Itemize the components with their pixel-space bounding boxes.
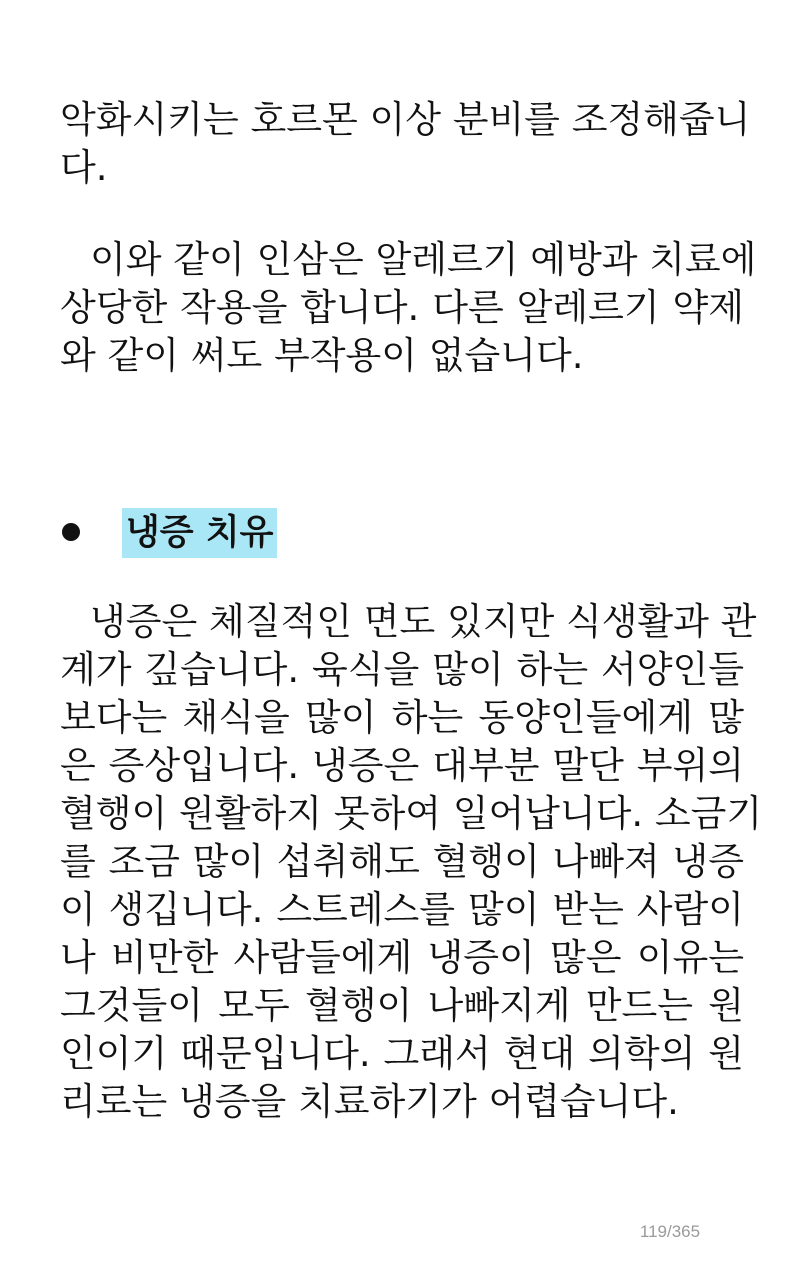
text-line: 계가 깊습니다. 육식을 많이 하는 서양인들 (60, 648, 744, 691)
text-line: 리로는 냉증을 치료하기가 어렵습니다. (60, 1080, 679, 1123)
paragraph-ginseng-allergy (60, 236, 757, 380)
bullet-icon (62, 523, 80, 541)
text-line: 다. (60, 146, 108, 189)
text-line: 와 같이 써도 부작용이 없습니다. (60, 334, 584, 377)
text-line: 악화시키는 호르몬 이상 분비를 조정해줍니 (60, 98, 751, 141)
section-heading: 냉증 치유 (122, 508, 277, 558)
text-line: 냉증은 체질적인 면도 있지만 식생활과 관 (90, 600, 757, 643)
text-line: 혈행이 원활하지 못하여 일어납니다. 소금기 (60, 792, 763, 835)
text-line: 이 생깁니다. 스트레스를 많이 받는 사람이 (60, 888, 744, 931)
text-line: 상당한 작용을 합니다. 다른 알레르기 약제 (60, 286, 744, 329)
text-line: 인이기 때문입니다. 그래서 현대 의학의 원 (60, 1032, 744, 1075)
paragraph-hormone (60, 96, 751, 192)
text-line: 나 비만한 사람들에게 냉증이 많은 이유는 (60, 936, 744, 979)
text-line: 보다는 채식을 많이 하는 동양인들에게 많 (60, 696, 744, 739)
section-heading-row (60, 508, 744, 558)
text-line: 은 증상입니다. 냉증은 대부분 말단 부위의 (60, 744, 744, 787)
text-line: 를 조금 많이 섭취해도 혈행이 나빠져 냉증 (60, 840, 744, 883)
text-line: 이와 같이 인삼은 알레르기 예방과 치료에 (90, 238, 757, 281)
text-line: 그것들이 모두 혈행이 나빠지게 만드는 원 (60, 984, 744, 1027)
paragraph-cold-hands (60, 598, 763, 1126)
page-counter: 119/365 (639, 1222, 701, 1241)
